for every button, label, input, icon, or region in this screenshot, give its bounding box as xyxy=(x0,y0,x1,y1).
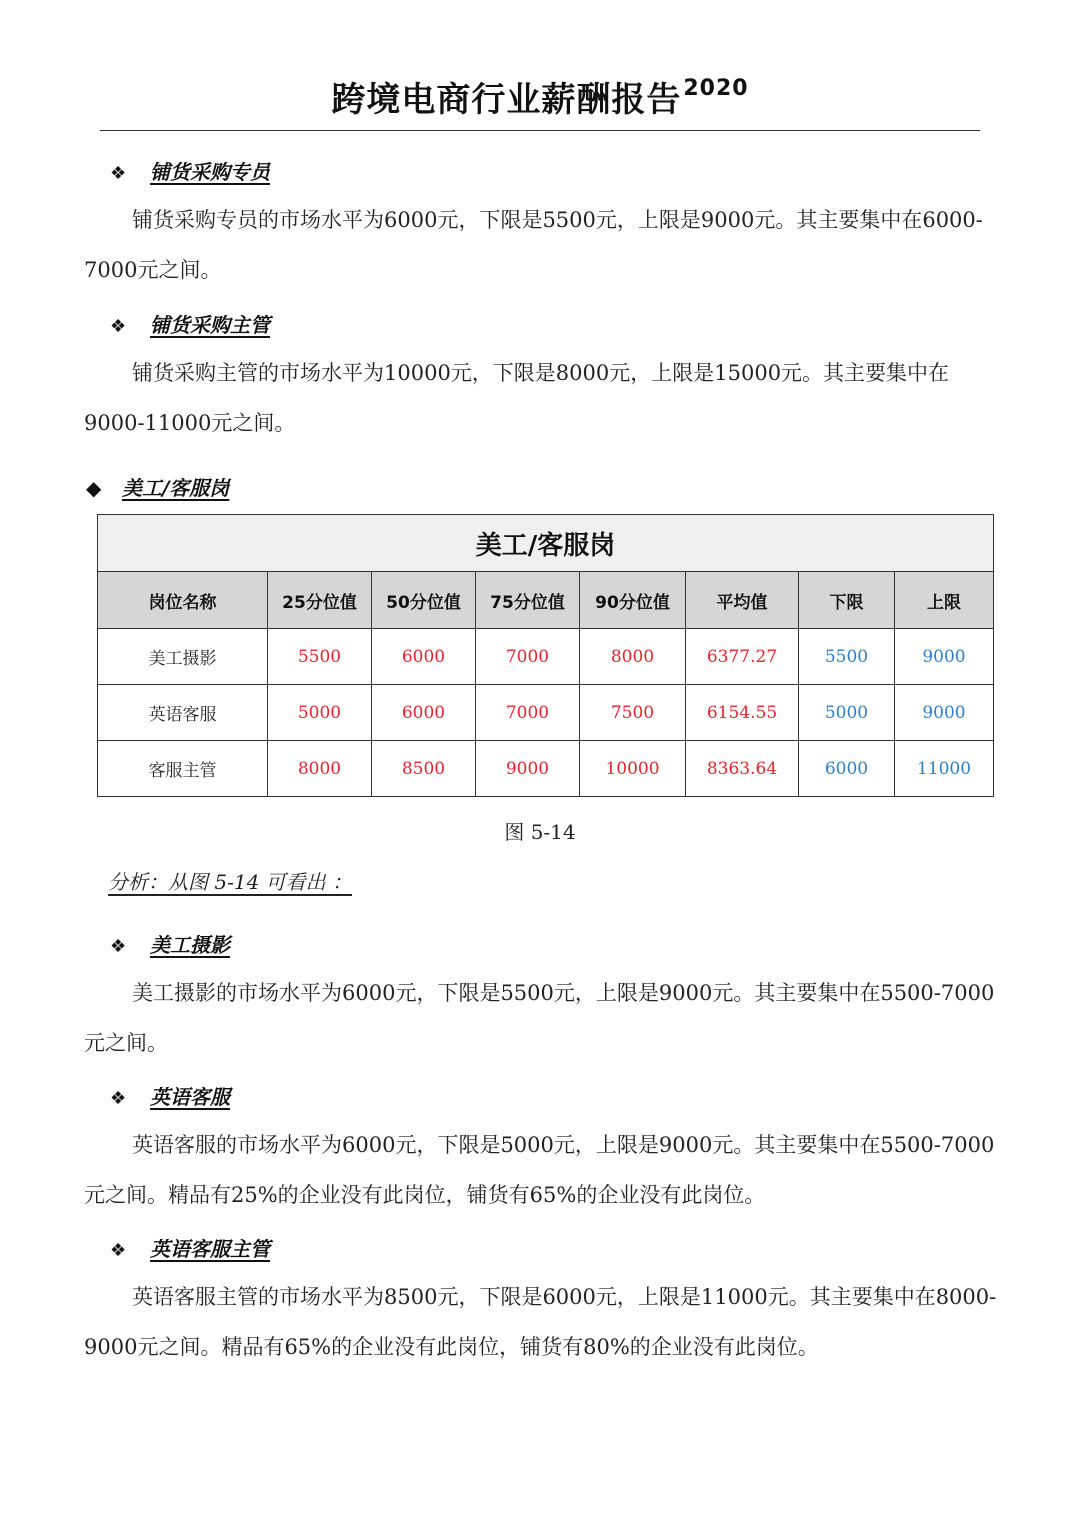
section-heading-text: 铺货采购专员 xyxy=(150,160,270,184)
table-cell: 9000 xyxy=(895,685,994,741)
table-cell: 9000 xyxy=(895,629,994,685)
table-row xyxy=(98,741,994,797)
column-header: 75分位值 xyxy=(476,572,580,629)
section-paragraph: 铺货采购主管的市场水平为10000元，下限是8000元，上限是15000元。其主要集中在9000-11000元之间。 xyxy=(84,361,950,435)
salary-table xyxy=(97,514,994,797)
table-cell: 8500 xyxy=(372,741,476,797)
table-cell: 6000 xyxy=(799,741,895,797)
table-cell: 9000 xyxy=(476,741,580,797)
analysis-note: 分析：从图 5-14 可看出 ： xyxy=(108,870,353,894)
section-heading-text: 铺货采购主管 xyxy=(150,313,270,337)
table-cell: 6154.55 xyxy=(686,685,799,741)
column-header: 25分位值 xyxy=(268,572,372,629)
table-cell: 11000 xyxy=(895,741,994,797)
column-header: 下限 xyxy=(799,572,895,629)
table-cell: 6000 xyxy=(372,685,476,741)
category-heading xyxy=(86,472,229,501)
figure-caption: 图 5-14 xyxy=(504,820,576,844)
diamond-bullet-icon: ❖ xyxy=(110,163,127,184)
diamond-bullet-icon: ❖ xyxy=(110,1240,127,1261)
table-caption-row xyxy=(98,515,994,572)
section-heading xyxy=(110,1081,230,1110)
column-header: 上限 xyxy=(895,572,994,629)
table-caption: 美工/客服岗 xyxy=(98,515,994,572)
table-cell: 8363.64 xyxy=(686,741,799,797)
column-header: 50分位值 xyxy=(372,572,476,629)
solid-diamond-bullet-icon: ◆ xyxy=(86,476,102,500)
category-heading-text: 美工/客服岗 xyxy=(122,476,230,500)
section-paragraph: 美工摄影的市场水平为6000元，下限是5500元，上限是9000元。其主要集中在5500-7000元之间。 xyxy=(84,981,995,1055)
section-heading xyxy=(110,1233,270,1262)
page-title xyxy=(0,72,1080,121)
diamond-bullet-icon: ❖ xyxy=(110,936,127,957)
column-header: 平均值 xyxy=(686,572,799,629)
table-cell: 8000 xyxy=(580,629,686,685)
section-heading-text: 美工摄影 xyxy=(150,933,230,957)
section-paragraph: 英语客服主管的市场水平为8500元，下限是6000元，上限是11000元。其主要集中在8000-9000元之间。精品有65%的企业没有此岗位，铺货有80%的企业没有此岗位。 xyxy=(84,1285,997,1359)
job-name-cell: 美工摄影 xyxy=(98,629,268,685)
section-paragraph: 英语客服的市场水平为6000元，下限是5000元，上限是9000元。其主要集中在5500-7000元之间。精品有25%的企业没有此岗位，铺货有65%的企业没有此岗位。 xyxy=(84,1133,995,1207)
table-cell: 7000 xyxy=(476,629,580,685)
table-row xyxy=(98,685,994,741)
table-cell: 6377.27 xyxy=(686,629,799,685)
table-cell: 5500 xyxy=(268,629,372,685)
table-cell: 8000 xyxy=(268,741,372,797)
job-name-cell: 客服主管 xyxy=(98,741,268,797)
table-cell: 5000 xyxy=(799,685,895,741)
table-cell: 5500 xyxy=(799,629,895,685)
table-header-row xyxy=(98,572,994,629)
diamond-bullet-icon: ❖ xyxy=(110,316,127,337)
table-cell: 10000 xyxy=(580,741,686,797)
table-cell: 7000 xyxy=(476,685,580,741)
section-heading-text: 英语客服主管 xyxy=(150,1237,270,1261)
report-year: 2020 xyxy=(683,76,749,101)
column-header: 90分位值 xyxy=(580,572,686,629)
section-heading-text: 英语客服 xyxy=(150,1085,230,1109)
section-heading xyxy=(110,309,270,338)
title-divider xyxy=(100,130,980,131)
section-paragraph: 铺货采购专员的市场水平为6000元，下限是5500元，上限是9000元。其主要集中在6000-7000元之间。 xyxy=(84,208,983,282)
job-name-cell: 英语客服 xyxy=(98,685,268,741)
section-heading xyxy=(110,156,270,185)
report-title: 跨境电商行业薪酬报告 xyxy=(331,80,682,120)
column-header: 岗位名称 xyxy=(98,572,268,629)
table-cell: 5000 xyxy=(268,685,372,741)
diamond-bullet-icon: ❖ xyxy=(110,1088,127,1109)
table-cell: 6000 xyxy=(372,629,476,685)
table-row xyxy=(98,629,994,685)
table-cell: 7500 xyxy=(580,685,686,741)
section-heading xyxy=(110,929,230,958)
